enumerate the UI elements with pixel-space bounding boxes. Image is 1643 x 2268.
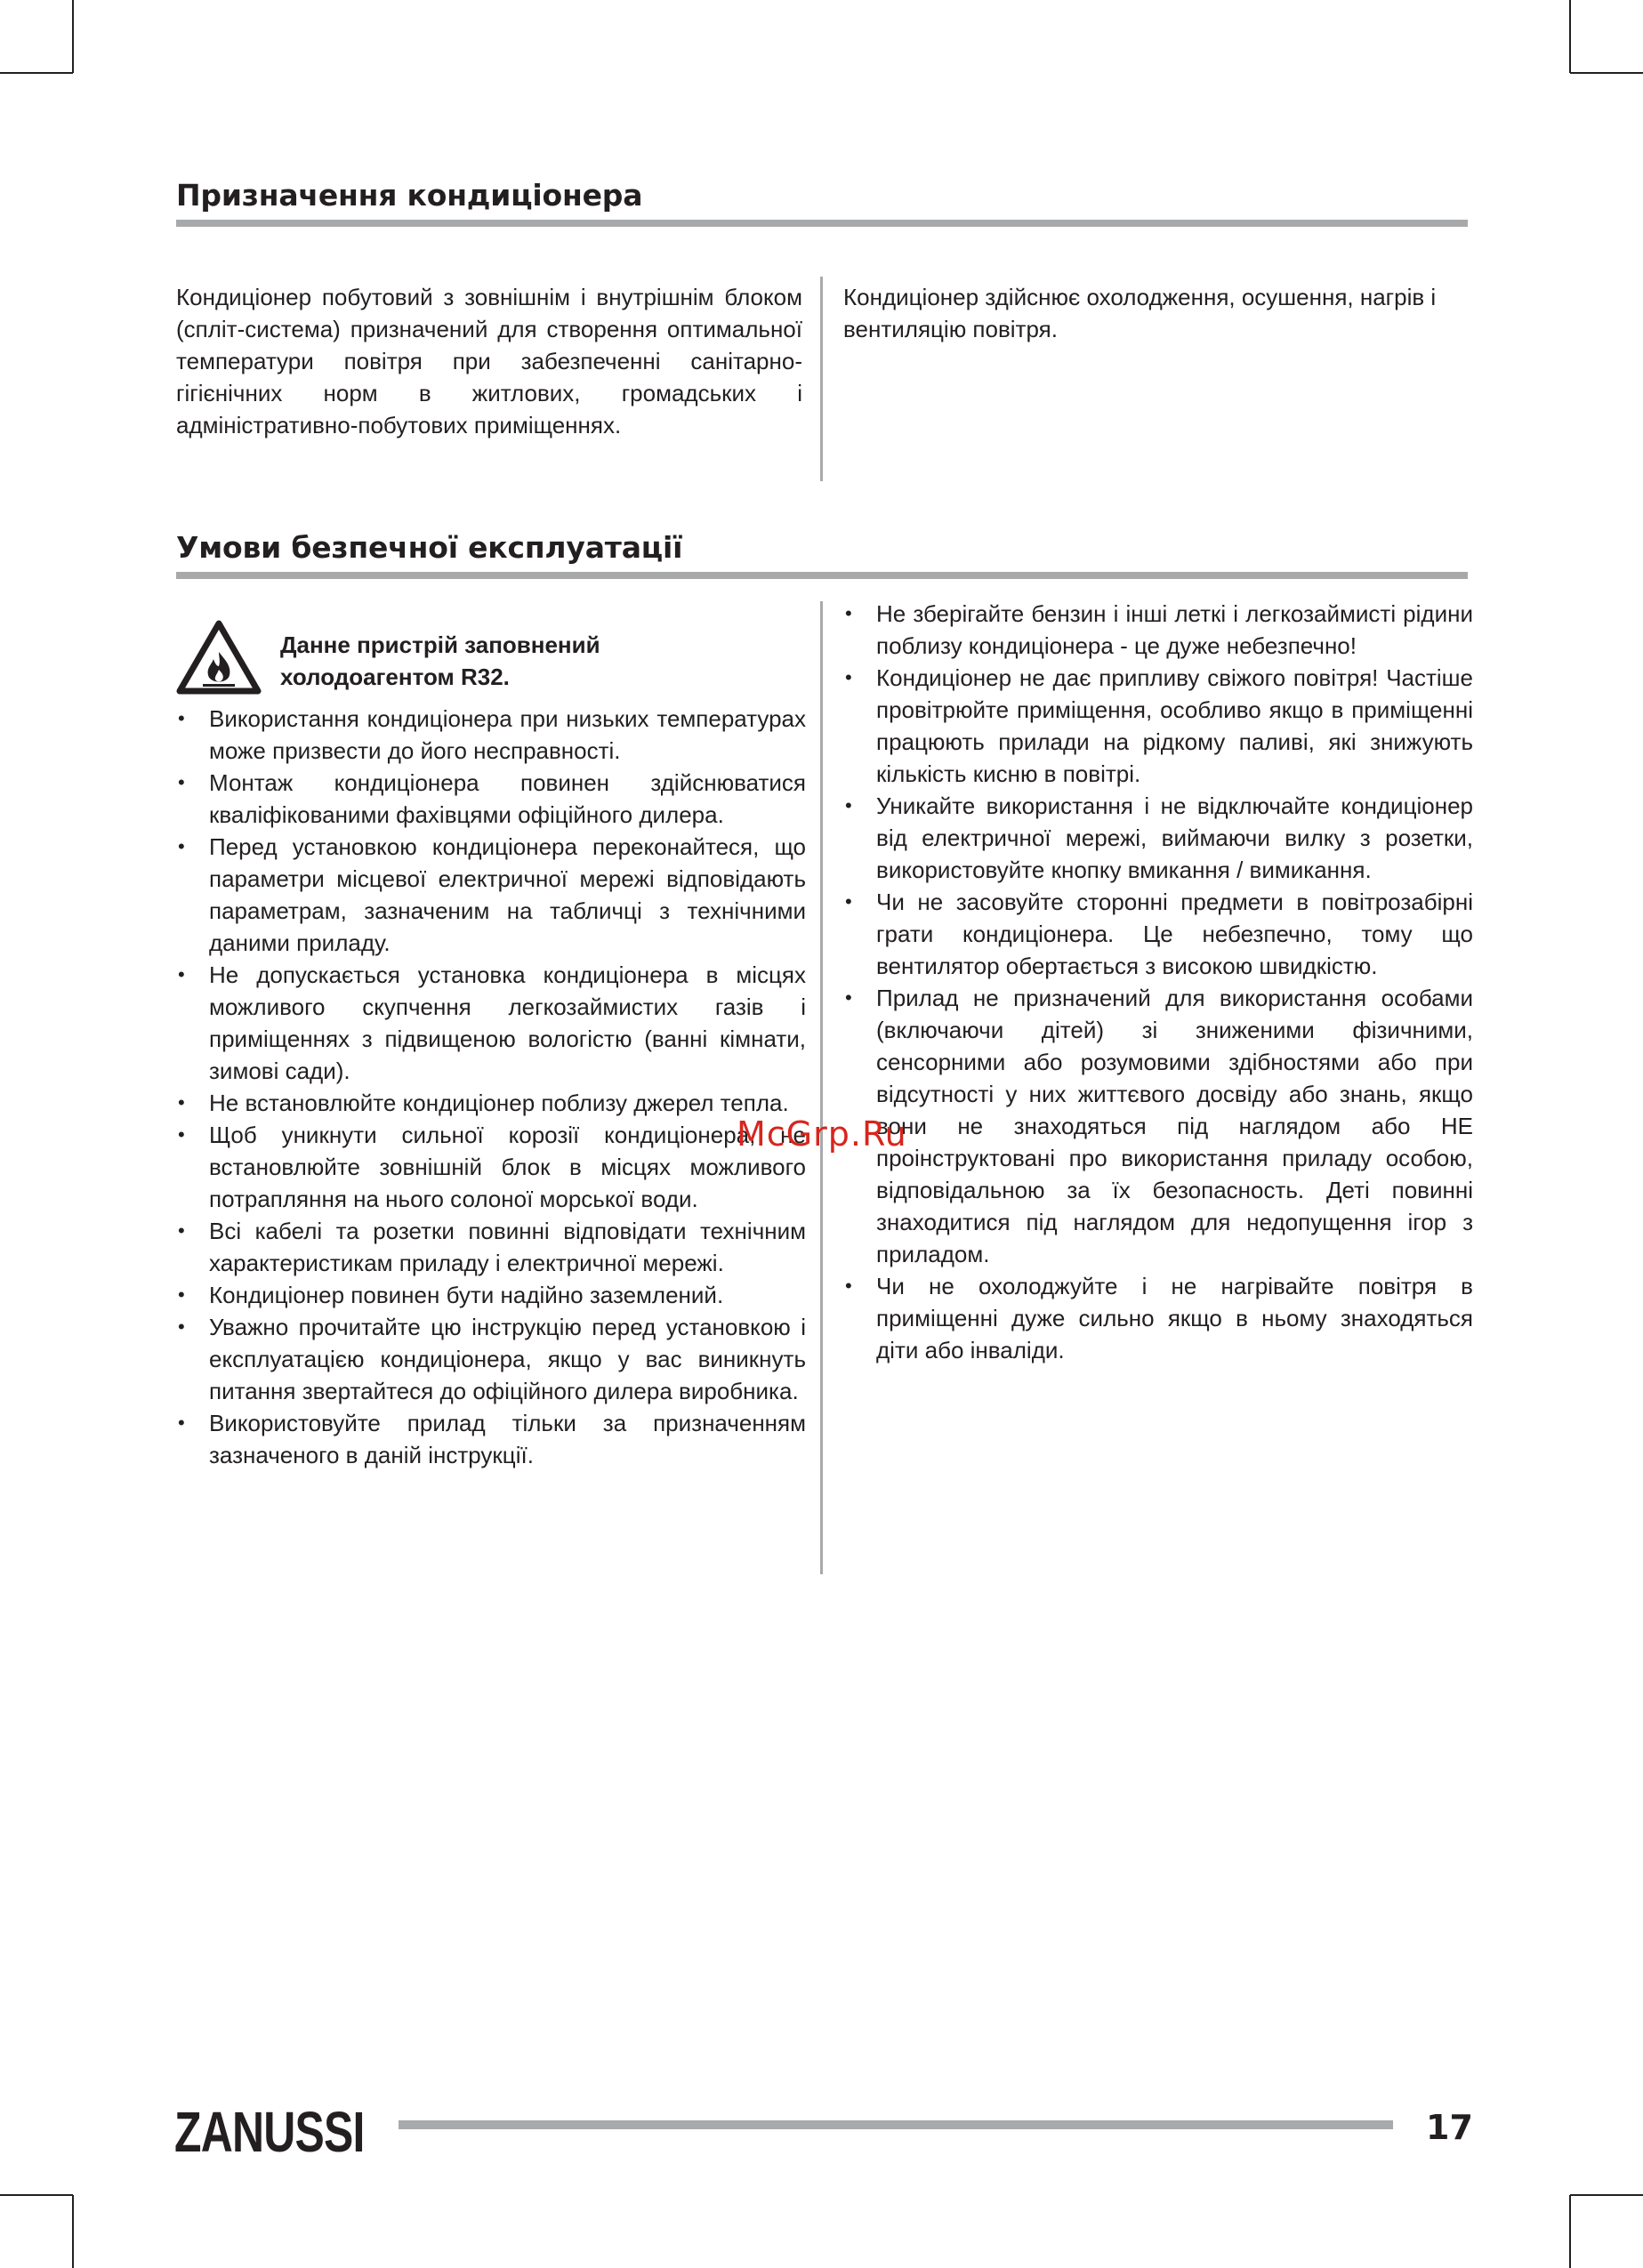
section-rule — [176, 572, 1468, 579]
safety-list-item: • Щоб уникнути сильної корозії кондиціонера, не встановлюйте зовнішній блок в місцях можливого потрапляння на нього солоної морської води. — [176, 1119, 806, 1215]
safety-list-item: • Чи не охолоджуйте і не нагрівайте повітря в приміщенні дуже сильно якщо в ньому знаходяться діти або інваліди. — [843, 1270, 1473, 1366]
purpose-right-column — [843, 281, 1473, 345]
page-number: 17 — [1426, 2108, 1473, 2147]
safety-list-item: • Кондиціонер не дає припливу свіжого повітря! Частіше провітрюйте приміщення, особливо якщо в приміщенні працюють прилади на рідкому паливі, які знижують кількість кисню в повітрі. — [843, 662, 1473, 790]
zanussi-logo: ZANUSSI — [174, 2100, 365, 2164]
crop-mark — [0, 72, 73, 74]
warning-text: Данне пристрій заповнений холодоагентом R32. — [280, 631, 600, 690]
section-rule — [176, 220, 1468, 227]
safety-list-item: • Уважно прочитайте цю інструкцію перед установкою і експлуатацією кондиціонера, якщо у вас виникнуть питання звертайтеся до офіційного дилера виробника. — [176, 1311, 806, 1407]
purpose-functions-paragraph: Кондиціонер здійснює охолодження, осушення, нагрів і вентиляцію повітря. — [843, 284, 1437, 342]
safety-right-column — [843, 598, 1473, 1366]
section-title-safety: Умови безпечної експлуатації — [176, 530, 683, 565]
watermark: McGrp.Ru — [737, 1114, 907, 1154]
footer-rule — [399, 2120, 1393, 2129]
safety-list-item: • Не зберігайте бензин і інші леткі і легкозаймисті рідини поблизу кондиціонера - це дуже небезпечно! — [843, 598, 1473, 662]
safety-list-item: • Не допускається установка кондиціонера в місцях можливого скупчення легкозаймистих газів і приміщеннях з підвищеною вологістю (ванні кімнати, зимові сади). — [176, 959, 806, 1087]
column-divider — [820, 277, 823, 481]
safety-left-list — [176, 703, 806, 1471]
column-divider — [820, 601, 823, 1574]
safety-list-item: • Використовуйте прилад тільки за призначенням зазначеного в даній інструкції. — [176, 1407, 806, 1471]
safety-left-column — [176, 703, 806, 1471]
safety-list-item: • Використання кондиціонера при низьких температурах може призвести до його несправності. — [176, 703, 806, 767]
safety-list-item: • Не встановлюйте кондиціонер поблизу джерел тепла. — [176, 1087, 806, 1119]
crop-mark — [72, 0, 74, 73]
crop-mark — [1569, 2195, 1571, 2268]
crop-mark — [1570, 2194, 1643, 2196]
safety-list-item: • Уникайте використання і не відключайте кондиціонер від електричної мережі, виймаючи вилку з розетки, використовуйте кнопку вмикання / вимикання. — [843, 790, 1473, 886]
safety-list-item: • Перед установкою кондиціонера переконайтеся, що параметри місцевої електричної мережі відповідають параметрам, зазначеним на табличці з технічними даними приладу. — [176, 831, 806, 959]
safety-list-item: • Чи не засовуйте сторонні предмети в повітрозабірні грати кондиціонера. Це небезпечно, тому що вентилятор обертається з високою швидкістю. — [843, 886, 1473, 982]
safety-list-item: • Всі кабелі та розетки повинні відповідати технічним характеристикам приладу і електричної мережі. — [176, 1215, 806, 1279]
flammable-warning-icon — [176, 620, 262, 695]
crop-mark — [1570, 72, 1643, 74]
safety-right-list — [843, 598, 1473, 1366]
safety-list-item: • Кондиціонер повинен бути надійно заземлений. — [176, 1279, 806, 1311]
crop-mark — [1569, 0, 1571, 73]
crop-mark — [72, 2195, 74, 2268]
refrigerant-warning — [176, 620, 808, 696]
section-title-purpose: Призначення кондиціонера — [176, 178, 643, 213]
crop-mark — [0, 2194, 73, 2196]
safety-list-item: • Прилад не призначений для використання особами (включаючи дітей) зі зниженими фізичними, сенсорними або розумовими здібностями або при відсутності у них життєвого досвіду або знань, якщо вони не знаходяться під наглядом або НЕ проінструктовані про використання приладу особою, відповідальною за їх безопасность. Деті повинні знаходитися під наглядом для недопущення ігор з приладом. — [843, 982, 1473, 1270]
purpose-left-column — [176, 281, 802, 441]
purpose-paragraph: Кондиціонер побутовий з зовнішнім і внутрішнім блоком (спліт-система) призначений для створення оптимальної температури повітря при забезпеченні санітарно-гігієнічних норм в житлових, громадських і адміністративно-побутових приміщеннях. — [176, 284, 802, 438]
safety-list-item: • Монтаж кондиціонера повинен здійснюватися кваліфікованими фахівцями офіційного дилера. — [176, 767, 806, 831]
